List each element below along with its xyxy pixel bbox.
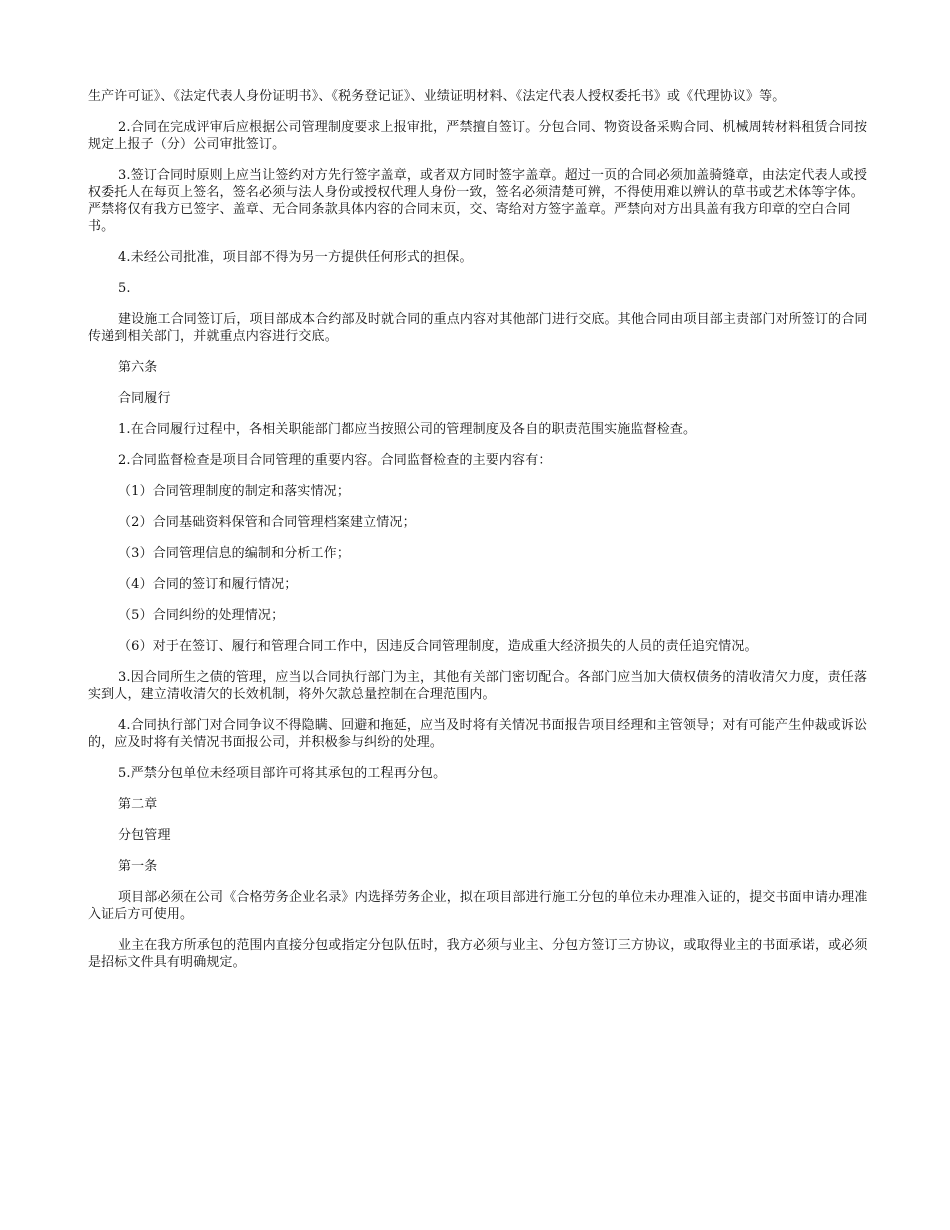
list-item-2: （2）合同基础资料保管和合同管理档案建立情况；: [118, 515, 416, 530]
list-item-4: （4）合同的签订和履行情况；: [118, 577, 298, 592]
section-title-subcontract-management: 分包管理: [118, 828, 171, 843]
paragraph-3-signing: 3.签订合同时原则上应当让签约对方先行签字盖章，或者双方同时签字盖章。超过一页的合同必须加盖骑缝章，由法定代表人或授权委托人在每页上签名，签名必须与法人身份或授权代理人身份一致，签名必须清楚可辨，不得使用难以辨认的草书或艺术体等字体。严禁将仅有我方已签字、盖章、无合同条款具体内容的合同末页，交、寄给对方签字盖章。严禁向对方出具盖有我方印章的空白合同书。: [88, 168, 868, 234]
paragraph-4-guarantee: 4.未经公司批准，项目部不得为另一方提供任何形式的担保。: [118, 250, 473, 265]
paragraph-handover: 建设施工合同签订后，项目部成本合约部及时就合同的重点内容对其他部门进行交底。其他合同由项目部主责部门对所签订的合同传递到相关部门，并就重点内容进行交底。: [88, 312, 868, 344]
paragraph-2-approval: 2.合同在完成评审后应根据公司管理制度要求上报审批，严禁擅自签订。分包合同、物资设备采购合同、机械周转材料租赁合同按规定上报子（分）公司审批签订。: [88, 120, 868, 152]
article-heading-1: 第一条: [118, 859, 158, 874]
paragraph-performance-5: 5.严禁分包单位未经项目部许可将其承包的工程再分包。: [118, 766, 447, 781]
section-title-contract-performance: 合同履行: [118, 391, 171, 406]
article-heading-6: 第六条: [118, 360, 158, 375]
paragraph-owner-subcontract: 业主在我方所承包的范围内直接分包或指定分包队伍时，我方必须与业主、分包方签订三方协议，或取得业主的书面承诺，或必须是招标文件具有明确规定。: [88, 938, 868, 970]
paragraph-license-list: 生产许可证》、《法定代表人身份证明书》、《税务登记证》、业绩证明材料、《法定代表人授权委托书》或《代理协议》等。: [88, 89, 786, 104]
chapter-heading-2: 第二章: [118, 797, 158, 812]
document-page: [88, 88, 868, 985]
list-item-3: （3）合同管理信息的编制和分析工作；: [118, 546, 350, 561]
list-item-5: （5）合同纠纷的处理情况；: [118, 608, 285, 623]
paragraph-performance-1: 1.在合同履行过程中，各相关职能部门都应当按照公司的管理制度及各自的职责范围实施监督检查。: [118, 422, 697, 437]
paragraph-performance-2: 2.合同监督检查是项目合同管理的重要内容。合同监督检查的主要内容有：: [118, 453, 552, 468]
paragraph-labor-enterprise: 项目部必须在公司《合格劳务企业名录》内选择劳务企业，拟在项目部进行施工分包的单位未办理准入证的，提交书面申请办理准入证后方可使用。: [88, 890, 868, 922]
list-item-1: （1）合同管理制度的制定和落实情况；: [118, 484, 350, 499]
paragraph-performance-3: 3.因合同所生之债的管理，应当以合同执行部门为主，其他有关部门密切配合。各部门应当加大债权债务的清收清欠力度，责任落实到人，建立清收清欠的长效机制，将外欠款总量控制在合理范围内。: [88, 670, 868, 702]
paragraph-performance-4: 4.合同执行部门对合同争议不得隐瞒、回避和拖延，应当及时将有关情况书面报告项目经理和主管领导；对有可能产生仲裁或诉讼的，应及时将有关情况书面报公司，并积极参与纠纷的处理。: [88, 718, 868, 750]
paragraph-5-number: 5.: [118, 281, 131, 296]
list-item-6: （6）对于在签订、履行和管理合同工作中，因违反合同管理制度，造成重大经济损失的人员的责任追究情况。: [118, 639, 758, 654]
